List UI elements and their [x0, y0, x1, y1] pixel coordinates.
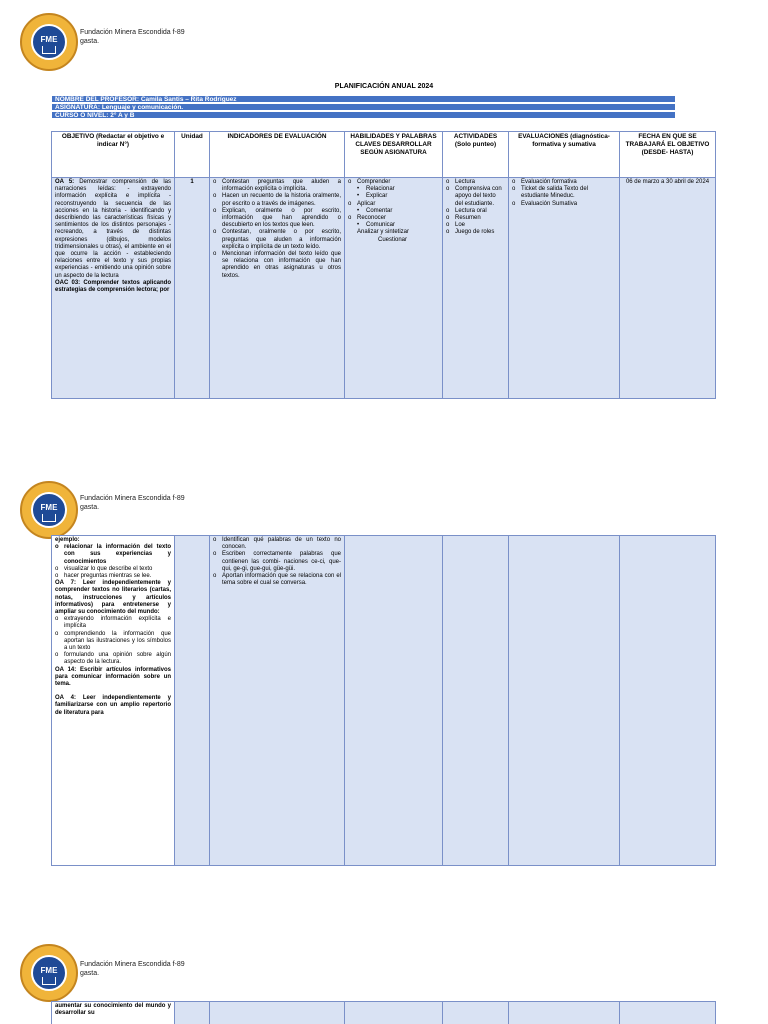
unit-cell — [175, 536, 210, 866]
list-item: o Lectura — [446, 179, 505, 186]
list-item: • Explicar — [348, 193, 439, 200]
list-item: o Juego de roles — [446, 229, 505, 236]
objective-cell: OA 5: Demostrar comprensión de las narraciones leídas: - extrayendo información explícita e implícita - reconstruyendo la secuencia de las acciones en la historia - identificando y describiendo las características físicas y sentimientos de los distintos personajes - recreando, a través de distintas expresiones (dibujos, modelos tridimensionales u otras), el ambiente en el que ocurre la acción - estableciendo relaciones entre el texto y sus propias experiencias - emitiendo una opinión sobre un aspecto de la lectura OAC 03: Comprender textos aplicando estrategias de comprensión lectora; por — [52, 178, 175, 399]
skills-cell — [345, 536, 443, 866]
activities-cell — [443, 536, 509, 866]
indicators-cell — [210, 536, 345, 866]
table-row — [52, 178, 716, 399]
list-item: o Comprender — [348, 179, 439, 186]
list-item: o formulando una opinión sobre algún aspecto de la lectura. — [55, 652, 171, 666]
col-fecha: FECHA EN QUE SE TRABAJARÁ EL OBJETIVO (DESDE- HASTA) — [620, 132, 716, 178]
date-cell: 06 de marzo a 30 abril de 2024 — [620, 178, 716, 399]
planning-table-continued — [51, 535, 716, 866]
list-item: o extrayendo información explícita e implícita — [55, 616, 171, 630]
list-item: o Evaluación formativa — [512, 179, 616, 186]
list-item: o relacionar la información del texto con sus experiencias y conocimientos — [55, 544, 171, 566]
list-item: o Comprensiva con apoyo del texto del estudiante. — [446, 186, 505, 208]
col-indicadores: INDICADORES DE EVALUACIÓN — [210, 132, 345, 178]
list-item: o hacer preguntas mientras se lee. — [55, 573, 171, 580]
objective-cell: ejemplo: o relacionar la información del texto con sus experiencias y conocimientos o visualizar lo que describe el texto o hacer preguntas mientras se lee. OA 7: Leer independientemente y comprender textos no literarios (cartas, notas, instrucciones y artículos informativos) para entretenerse y ampliar su conocimiento del mundo: o extrayendo información explícita e implícita o comprendiendo la información que aportan las ilustraciones y los símbolos a un texto o formulando una opinión sobre algún aspecto de la lectura. OA 14: Escribir artículos informativos para comunicar información sobre un tema. OA 4: Leer independientemente y familiarizarse con un amplio repertorio de literatura para — [52, 536, 175, 866]
list-item: o Lectura oral — [446, 208, 505, 215]
col-objetivo: OBJETIVO (Redactar el objetivo e indicar N°) — [52, 132, 175, 178]
school-logo: FME — [20, 13, 78, 71]
col-habilidades: HABILIDADES Y PALABRAS CLAVES DESARROLLAR SEGÚN ASIGNATURA — [345, 132, 443, 178]
list-item: o Hacen un recuento de la historia oralmente, por escrito o a través de imágenes. — [213, 193, 341, 207]
list-item: o Resumen — [446, 215, 505, 222]
skills-cell — [345, 1002, 443, 1024]
list-item: Analizar y sintetizar — [357, 229, 410, 236]
indicators-cell — [210, 178, 345, 399]
list-item: o Explican, oralmente o por escrito, información que han aprendido o descubierto en los textos que leen. — [213, 208, 341, 230]
evaluations-cell — [509, 178, 620, 399]
evaluations-cell — [509, 1002, 620, 1024]
list-item: o visualizar lo que describe el texto — [55, 566, 171, 573]
date-cell — [620, 536, 716, 866]
school-name: Fundación Minera Escondida f-89 gasta. — [80, 495, 185, 511]
unit-cell — [175, 1002, 210, 1024]
table-header-row — [52, 132, 716, 178]
unit-cell: 1 — [175, 178, 210, 399]
evaluations-cell — [509, 536, 620, 866]
col-evaluaciones: EVALUACIONES (diagnóstica-formativa y sumativa — [509, 132, 620, 178]
activities-cell — [443, 178, 509, 399]
date-cell — [620, 1002, 716, 1024]
school-name: Fundación Minera Escondida f-89 gasta. — [80, 961, 185, 977]
col-unidad: Unidad — [175, 132, 210, 178]
objective-cell: aumentar su conocimiento del mundo y desarrollar su — [52, 1002, 175, 1024]
list-item: o Reconocer — [348, 215, 439, 222]
list-item: o Ticket de salida Texto del estudiante Mineduc. — [512, 186, 616, 200]
page-title: PLANIFICACIÓN ANUAL 2024 — [334, 83, 434, 90]
school-logo: FME — [20, 481, 78, 539]
list-item: Cuestionar — [378, 236, 408, 243]
planning-table-continued — [51, 1001, 716, 1024]
teacher-bar: NOMBRE DEL PROFESOR: Camila Santis – Rita Rodríguez — [51, 95, 676, 103]
list-item: o Aplicar — [348, 201, 439, 208]
list-item: • Comunicar — [348, 222, 439, 229]
list-item: o Evaluación Sumativa — [512, 201, 616, 208]
school-name: Fundación Minera Escondida f-89 gasta. — [80, 29, 185, 45]
list-item: • Comentar — [348, 208, 439, 215]
list-item: o Mencionan información del texto leído que se relaciona con información que han aprendido en otras asignaturas u otros textos. — [213, 251, 341, 280]
skills-cell — [345, 178, 443, 399]
table-row — [52, 1002, 716, 1024]
list-item: o comprendiendo la información que aportan las ilustraciones y los símbolos a un texto — [55, 631, 171, 653]
list-item: o Identifican qué palabras de un texto no conocen. — [213, 537, 341, 551]
list-item: o Escriben correctamente palabras que contienen las combi- naciones ce-ci, que-qui, ge-gi, gue-gui, güe-güi. — [213, 551, 341, 573]
activities-cell — [443, 1002, 509, 1024]
table-row — [52, 536, 716, 866]
planning-table — [51, 131, 716, 399]
subject-bar: ASIGNATURA: Lenguaje y comunicación. — [51, 103, 676, 111]
course-bar: CURSO O NIVEL: 2° A y B — [51, 111, 676, 119]
list-item: o Loe — [446, 222, 505, 229]
col-actividades: ACTIVIDADES (Solo punteo) — [443, 132, 509, 178]
list-item: o Contestan preguntas que aluden a información explícita o implícita. — [213, 179, 341, 193]
indicators-cell — [210, 1002, 345, 1024]
list-item: o Contestan, oralmente o por escrito, preguntas que aluden a información explícita o implícita de un texto leído. — [213, 229, 341, 251]
list-item: • Relacionar — [348, 186, 439, 193]
list-item: o Aportan información que se relaciona con el tema sobre el cual se conversa. — [213, 573, 341, 587]
school-logo: FME — [20, 944, 78, 1002]
